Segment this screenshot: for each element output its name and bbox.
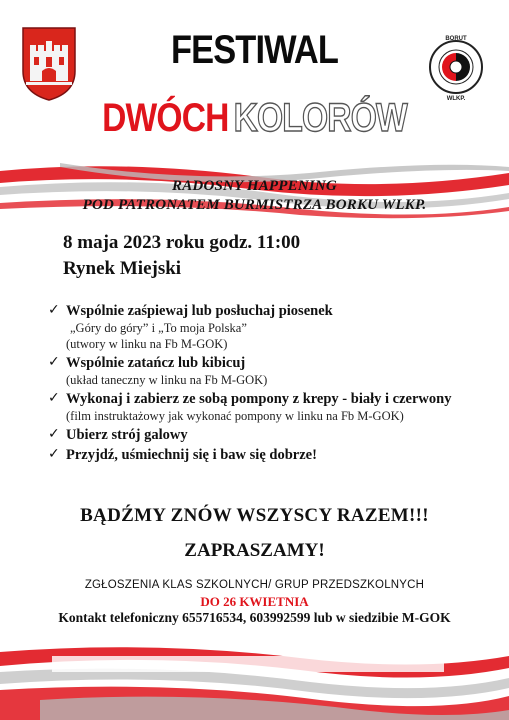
list-item [48, 426, 488, 444]
decorative-band-bottom [0, 638, 509, 720]
slogan: BĄDŹMY ZNÓW WSZYSCY RAZEM!!! [80, 505, 429, 526]
checkmark-icon: ✓ [48, 446, 60, 462]
checkmark-icon: ✓ [48, 426, 60, 442]
registration-deadline: DO 26 KWIETNIA [200, 594, 309, 609]
checkmark-icon: ✓ [48, 354, 60, 370]
activity-label: Przyjdź, uśmiechnij się i baw się dobrze! [66, 447, 317, 463]
checkmark-icon: ✓ [48, 302, 60, 318]
activity-label: Ubierz strój galowy [66, 427, 188, 443]
happening-heading [0, 177, 509, 215]
list-item [48, 354, 488, 388]
logo-top-text: BORUT [445, 36, 467, 42]
festival-subtitle-row [41, 96, 469, 141]
happening-line1: RADOSNY HAPPENING [172, 178, 337, 194]
list-item [48, 302, 488, 352]
activity-detail: (film instruktażowy jak wykonać pompony w linku na Fb M-GOK) [66, 409, 404, 423]
happening-line2: POD PATRONATEM BURMISTRZA BORKU WLKP. [82, 197, 427, 213]
logo-bottom-text: WLKP. [446, 96, 466, 101]
checkmark-icon: ✓ [48, 390, 60, 406]
activity-detail: (układ taneczny w linku na Fb M-GOK) [66, 373, 268, 387]
list-item [48, 446, 488, 464]
activity-label: Wspólnie zaśpiewaj lub posłuchaj piosenek [66, 303, 333, 319]
event-place: Rynek Miejski [63, 258, 182, 279]
contact-info: Kontakt telefoniczny 655716534, 603992599 lub w siedzibie M-GOK [58, 610, 451, 625]
registration-title: ZGŁOSZENIA KLAS SZKOLNYCH/ GRUP PRZEDSZKOLNYCH [84, 579, 425, 591]
activity-detail: „Góry do góry” i „To moja Polska” [70, 321, 247, 335]
title-word-red: DWÓCH [102, 96, 229, 140]
activity-detail: (utwory w linku na Fb M-GOK) [66, 337, 228, 351]
title-word-outline: KOLORÓW [233, 96, 407, 140]
event-date: 8 maja 2023 roku godz. 11:00 [63, 232, 301, 253]
activities-list [48, 302, 488, 464]
festival-title: FESTIWAL [170, 28, 339, 72]
activity-label: Wykonaj i zabierz ze sobą pompony z krepy - biały i czerwony [66, 391, 452, 407]
list-item [48, 390, 488, 424]
activity-label: Wspólnie zatańcz lub kibicuj [66, 355, 246, 371]
invitation: ZAPRASZAMY! [184, 540, 325, 561]
